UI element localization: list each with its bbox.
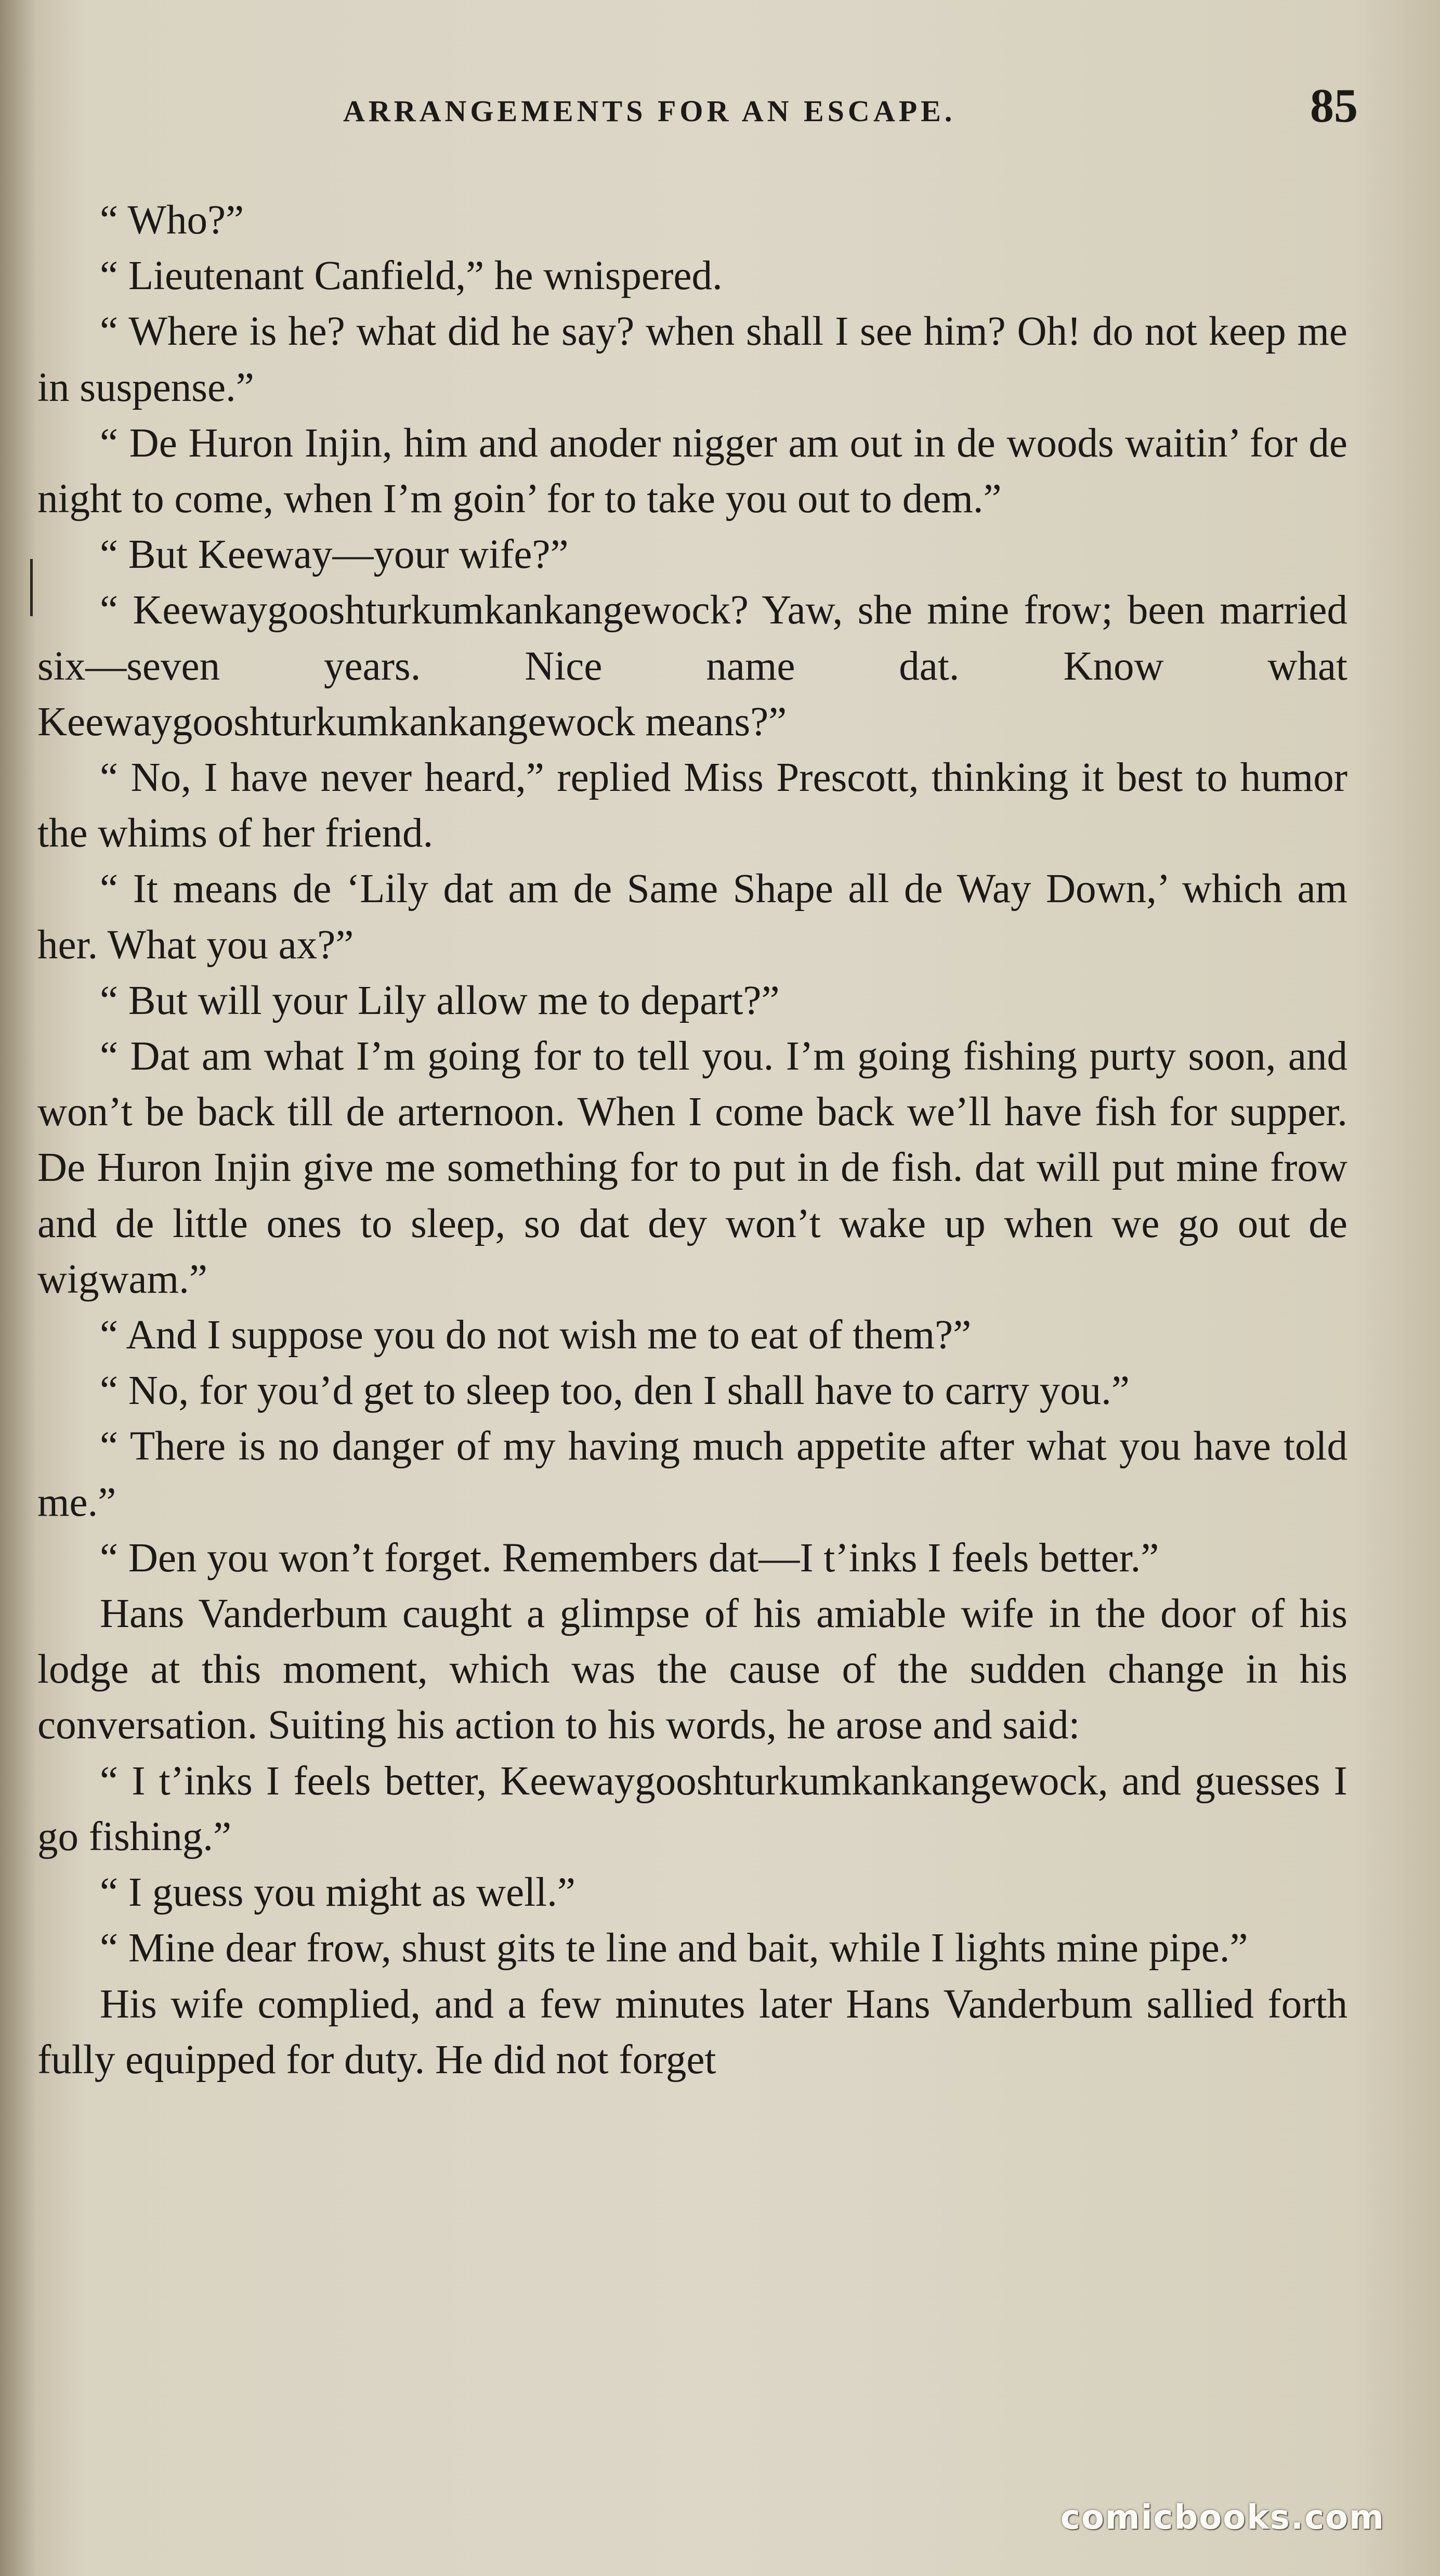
paragraph: “ Keewaygooshturkumkankangewock? Yaw, she mine frow; been married six—seven years. Nice name dat. Know what Keewaygooshturkumkankangewock means?” xyxy=(37,588,1347,745)
paragraph: “ I guess you might as well.” xyxy=(100,1870,575,1916)
paragraph: “ Lieutenant Canfield,” he wnispered. xyxy=(100,253,723,299)
binding-shadow xyxy=(0,0,36,2576)
paragraph: “ There is no danger of my having much appetite after what you have told me.” xyxy=(37,1424,1347,1525)
margin-pencil-mark xyxy=(30,559,33,616)
paragraph: “ Dat am what I’m going for to tell you. I’m going fishing purty soon, and won’t be back till de arternoon. When I come back we’ll have fish for supper. De Huron Injin give me something for to put in de fish. dat will put mine frow and de little ones to sleep, so dat dey won’t wake up when we go out de wigwam.” xyxy=(37,1034,1347,1302)
paragraph: “ Where is he? what did he say? when shall I see him? Oh! do not keep me in suspense.” xyxy=(37,309,1347,410)
paragraph: Hans Vanderbum caught a glimpse of his amiable wife in the door of his lodge at this moment, which was the cause of the sudden change in his conversation. Suiting his action to his words, he arose and said: xyxy=(37,1591,1347,1748)
paragraph: “ Den you won’t forget. Remembers dat—I t’inks I feels better.” xyxy=(100,1535,1159,1581)
paragraph: “ Who?” xyxy=(100,198,244,243)
body-text xyxy=(37,192,1347,2088)
paragraph: “ No, for you’d get to sleep too, den I shall have to carry you.” xyxy=(100,1368,1130,1414)
paragraph: “ And I suppose you do not wish me to eat of them?” xyxy=(100,1312,972,1358)
paragraph: “ Mine dear frow, shust gits te line and bait, while I lights mine pipe.” xyxy=(100,1926,1248,1971)
watermark: comicbooks.com xyxy=(1061,2499,1385,2537)
paragraph: “ No, I have never heard,” replied Miss Prescott, thinking it best to humor the whims of her friend. xyxy=(37,755,1347,856)
paragraph: “ But will your Lily allow me to depart?” xyxy=(100,978,780,1023)
page-number: 85 xyxy=(1310,79,1358,132)
paragraph: “ It means de ‘Lily dat am de Same Shape all de Way Down,’ which am her. What you ax?” xyxy=(37,866,1347,968)
running-head: ARRANGEMENTS FOR AN ESCAPE. xyxy=(343,94,956,128)
paragraph: “ But Keeway—your wife?” xyxy=(100,532,569,578)
paragraph: His wife complied, and a few minutes later Hans Vanderbum sallied forth fully equipped for duty. He did not forget xyxy=(37,1981,1347,2083)
paragraph: “ I t’inks I feels better, Keewaygooshturkumkankangewock, and guesses I go fishing.” xyxy=(37,1758,1347,1859)
paragraph: “ De Huron Injin, him and anoder nigger am out in de woods waitin’ for de night to come, when I’m goin’ for to take you out to dem.” xyxy=(37,420,1347,522)
page-header xyxy=(0,78,1440,140)
